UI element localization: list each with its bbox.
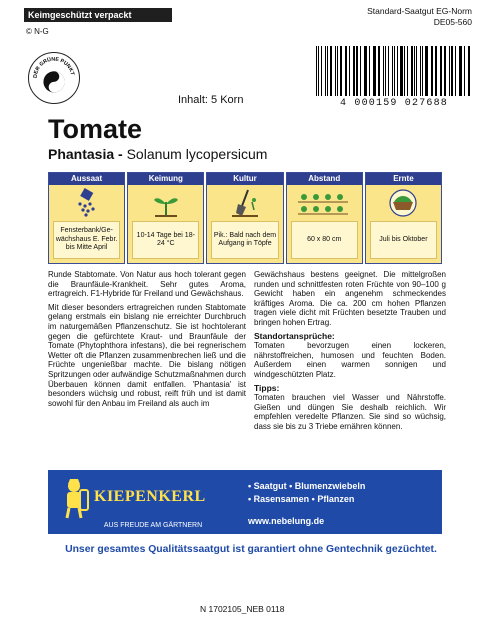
icon-column-keimung — [127, 172, 204, 264]
barcode-bar — [353, 46, 355, 96]
subtitle-separator: - — [114, 146, 127, 162]
barcode-bar — [335, 46, 336, 96]
sprout-icon — [128, 185, 203, 221]
brand-product-list — [248, 480, 365, 506]
brand-product-line: • Rasensamen • Pflanzen — [248, 494, 355, 504]
barcode — [316, 46, 472, 108]
content-amount: Inhalt: 5 Korn — [178, 94, 244, 106]
barcode-bar — [469, 46, 470, 96]
icon-column-text: Pik.: Bald nach dem Aufgang in Töpfe — [211, 221, 278, 259]
tips-heading: Tipps: — [254, 382, 280, 393]
barcode-bar — [374, 46, 376, 96]
icon-column-heading: Aussaat — [49, 173, 124, 185]
rows-icon — [287, 185, 362, 221]
barcode-bar — [464, 46, 465, 96]
barcode-bar — [422, 46, 424, 96]
barcode-bar — [400, 46, 402, 96]
barcode-bar — [420, 46, 421, 96]
icon-column-heading: Keimung — [128, 173, 203, 185]
barcode-bar — [431, 46, 432, 96]
icon-column-text: Juli bis Oktober — [370, 221, 437, 259]
barcode-bar — [416, 46, 417, 96]
spade-icon — [207, 185, 282, 221]
product-title: Tomate — [48, 114, 143, 144]
brand-name: KIEPENKERL — [94, 488, 206, 505]
barcode-bar — [360, 46, 361, 96]
icon-column-kultur — [206, 172, 283, 264]
seed-icon — [49, 185, 124, 221]
barcode-bar — [388, 46, 390, 96]
barcode-bar — [378, 46, 380, 96]
barcode-bar — [340, 46, 342, 96]
barcode-bar — [397, 46, 398, 96]
barcode-bar — [349, 46, 350, 96]
brand-tagline: AUS FREUDE AM GÄRTNERN — [103, 522, 203, 529]
gardener-mascot-icon — [58, 478, 90, 520]
barcode-bar — [392, 46, 393, 96]
latin-name: Solanum lycopersicum — [126, 146, 268, 162]
barcode-bar — [327, 46, 328, 96]
icon-column-heading: Abstand — [287, 173, 362, 185]
barcode-bar — [440, 46, 441, 96]
brand-logo — [58, 478, 238, 529]
basket-icon — [366, 185, 441, 221]
brand-product-line: • Saatgut • Blumenzwiebeln — [248, 481, 366, 491]
description-paragraph: Gewächshaus bestens geeignet. Die mittelgroßen runden und schnittfesten roten Früchte von 90–100 g Gewicht haben ein angenehm schmeckendes kräftiges Aroma. Die ca. 200 cm hohen Pflanzen tragen viele dicht mit Früchten besetzte Trauben und bringen hohen Ertrag. — [254, 270, 446, 327]
barcode-bar — [411, 46, 413, 96]
barcode-bar — [455, 46, 456, 96]
barcode-bar — [394, 46, 395, 96]
barcode-bar — [345, 46, 346, 96]
description-paragraph: Runde Stabtomate. Von Natur aus hoch tolerant gegen die Braunfäule-Krankheit. Sehr gutes Aroma, ertragreich. F1-Hybride für Freiland und Gewächshaus. — [48, 270, 246, 299]
barcode-bar — [449, 46, 450, 96]
barcode-bar — [325, 46, 326, 96]
brand-banner — [48, 470, 442, 534]
brand-website-link[interactable]: www.nebelung.de — [248, 516, 325, 526]
product-subtitle — [48, 146, 267, 162]
standard-label: Standard-Saatgut EG-Norm — [367, 6, 472, 16]
description-paragraph: Mit dieser besonders ertragreichen runden Stabtomate gelang erstmals ein bislang nie erreichter Durchbruch im naturgemäßen Pflanzenschutz. Sie ist hochtolerant gegen die gefürchtete Kraut- und Braunfäule der Tomate (Phytophthora infestans), die bei regnerischem Wetter oft die Pflanzen zusammenbrechen ließ und die Früchte ungenießbar machte. Die bislang nötigen Spritzungen oder aufwändige Schutzmaßnahmen durch Überbauen können damit entfallen. 'Phantasia' ist besonders wüchsig und robust, reift früh und ist damit sowohl für den Anbau im Freiland als auch im — [48, 302, 246, 408]
barcode-bar — [337, 46, 339, 96]
barcode-bar — [321, 46, 323, 96]
icon-column-ernte — [365, 172, 442, 264]
gmo-free-guarantee: Unser gesamtes Qualitätssaatgut ist garantiert ohne Gentechnik gezüchtet. — [65, 544, 437, 555]
svg-text:DER GRÜNE PUNKT: DER GRÜNE PUNKT — [32, 56, 76, 79]
barcode-bar — [468, 46, 469, 96]
copyright-text: © N-G — [26, 27, 49, 36]
gruener-punkt-logo — [28, 52, 80, 104]
product-code: DE05-560 — [433, 17, 472, 27]
barcode-bar — [451, 46, 453, 96]
icon-column-abstand — [286, 172, 363, 264]
barcode-bar — [444, 46, 446, 96]
barcode-bar — [459, 46, 460, 96]
print-code: N 1702105_NEB 0118 — [200, 604, 285, 614]
barcode-bar — [385, 46, 386, 96]
barcode-bar — [356, 46, 358, 96]
barcode-bar — [346, 46, 347, 96]
barcode-bar — [364, 46, 365, 96]
barcode-bar — [460, 46, 462, 96]
barcode-bar — [373, 46, 374, 96]
barcode-bar — [404, 46, 405, 96]
barcode-bar — [330, 46, 332, 96]
barcode-bar — [432, 46, 433, 96]
barcode-bar — [435, 46, 437, 96]
icon-column-text: 60 x 80 cm — [291, 221, 358, 259]
standard-info — [367, 6, 472, 28]
protected-packaging-badge: Keimgeschützt verpackt — [24, 8, 172, 22]
icon-column-heading: Kultur — [207, 173, 282, 185]
description-right-column — [254, 270, 446, 436]
icon-column-text: Fensterbank/Ge-wächshaus E. Febr. bis Mitte April — [53, 221, 120, 259]
barcode-bar — [425, 46, 427, 96]
barcode-bar — [369, 46, 370, 96]
description-left-column — [48, 270, 246, 412]
barcode-bar — [441, 46, 442, 96]
location-paragraph: Tomaten bevorzugen einen lockeren, nährstoffreichen, humosen und feuchten Boden. Außerdem einen warmen sonnigen und windgeschützten Platz. — [254, 341, 446, 379]
barcode-digits: 4 000159 027688 — [339, 98, 448, 109]
barcode-bar — [414, 46, 415, 96]
tips-paragraph: Tomaten brauchen viel Wasser und Nährstoffe. Gießen und düngen Sie deshalb reichlich. Wir empfehlen veredelte Pflanzen. Sie sind so wüchsig, dass sie bis zu 3 Triebe ernähren können. — [254, 393, 446, 431]
barcode-bar — [407, 46, 409, 96]
location-heading: Standortansprüche: — [254, 330, 335, 341]
barcode-bars — [316, 46, 472, 96]
cultivation-icon-panel — [48, 172, 442, 264]
barcode-bar — [318, 46, 319, 96]
variety-name: Phantasia — [48, 146, 115, 162]
icon-column-text: 10-14 Tage bei 18-24 °C — [132, 221, 199, 259]
icon-column-aussaat — [48, 172, 125, 264]
icon-column-heading: Ernte — [366, 173, 441, 185]
barcode-bar — [316, 46, 317, 96]
barcode-bar — [365, 46, 367, 96]
barcode-bar — [383, 46, 384, 96]
